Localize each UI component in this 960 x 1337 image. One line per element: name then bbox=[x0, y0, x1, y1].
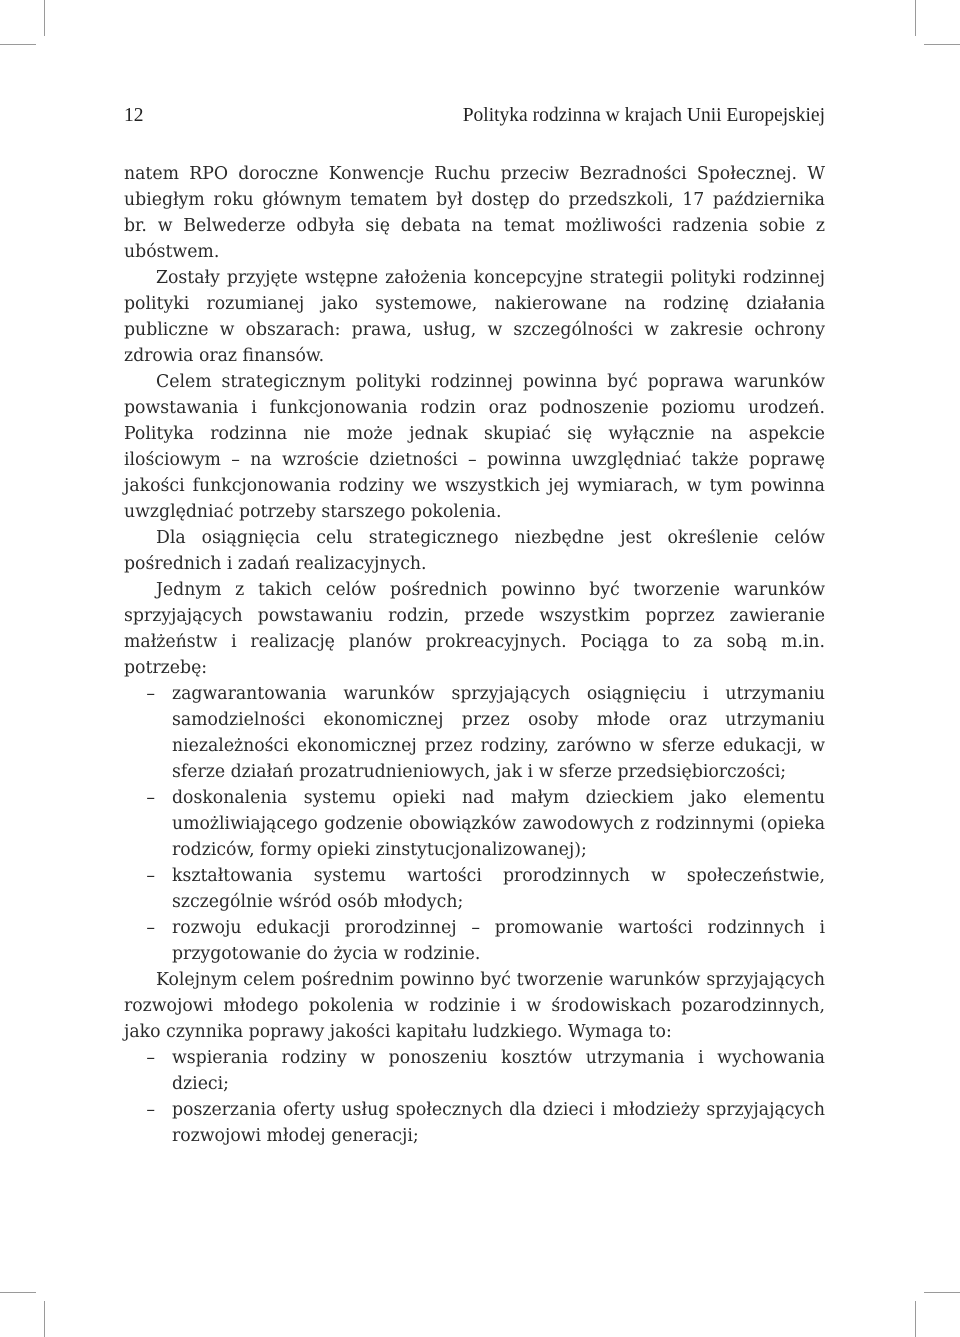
crop-mark-top-right-vertical bbox=[915, 0, 916, 36]
list-item: – rozwoju edukacji prorodzinnej – promowanie wartości rodzinnych i przygotowanie do życia w rodzinie. bbox=[172, 915, 825, 967]
page-header bbox=[124, 103, 825, 129]
list-item: – zagwarantowania warunków sprzyjających osiągnięciu i utrzymaniu samodzielności ekonomicznej przez osoby młode oraz utrzymaniu niezależności ekonomicznej przez rodziny, zarówno w sferze edukacji, w sferze działań prozatrudnieniowych, jak i w sferze przedsiębiorczości; bbox=[172, 681, 825, 785]
list-item: – kształtowania systemu wartości prorodzinnych w społeczeństwie, szczególnie wśród osób młodych; bbox=[172, 863, 825, 915]
crop-mark-top-left-horizontal bbox=[0, 44, 36, 45]
paragraph: Celem strategicznym polityki rodzinnej powinna być poprawa warunków powstawania i funkcjonowania rodzin oraz podnoszenie poziomu urodzeń. Polityka rodzinna nie może jednak skupiać się wyłącznie na aspekcie ilościowym – na wzroście dzietności – powinna uwzględniać także poprawę jakości funkcjonowania rodziny we wszystkich jej wymiarach, w tym powinna uwzględniać potrzeby starszego pokolenia. bbox=[124, 372, 825, 522]
paragraph: natem RPO doroczne Konwencje Ruchu przeciw Bezradności Społecznej. W ubiegłym roku głównym tematem był dostęp do przedszkoli, 17 października br. w Belwederze odbyła się debata na temat możliwości radzenia sobie z ubóstwem. bbox=[124, 164, 825, 262]
list-item: – doskonalenia systemu opieki nad małym dzieckiem jako elementu umożliwiającego godzenie obowiązków zawodowych z rodzinnymi (opieka rodziców, formy opieki zinstytucjonalizowanej); bbox=[172, 785, 825, 863]
paragraph: Kolejnym celem pośrednim powinno być tworzenie warunków sprzyjających rozwojowi młodego pokolenia w rodzinie i w środowiskach pozarodzinnych, jako czynnika poprawy jakości kapitału ludzkiego. Wymaga to: bbox=[124, 970, 825, 1042]
crop-mark-bottom-right-horizontal bbox=[924, 1292, 960, 1293]
paragraph: Zostały przyjęte wstępne założenia koncepcyjne strategii polityki rodzinnej polityki rozumianej jako systemowe, nakierowane na rodzinę działania publiczne w obszarach: prawa, usług, w szczególności w zakresie ochrony zdrowia oraz finansów. bbox=[124, 268, 825, 366]
list-item: – wspierania rodziny w ponoszeniu kosztów utrzymania i wychowania dzieci; bbox=[172, 1045, 825, 1097]
crop-mark-bottom-left-vertical bbox=[44, 1301, 45, 1337]
running-title: Polityka rodzinna w krajach Unii Europejskiej bbox=[462, 105, 825, 126]
crop-mark-bottom-right-vertical bbox=[915, 1301, 916, 1337]
paragraph: Jednym z takich celów pośrednich powinno być tworzenie warunków sprzyjających powstawaniu rodzin, przede wszystkim poprzez zawieranie małżeństw i realizację planów prokreacyjnych. Pociąga to za sobą m.in. potrzebę: bbox=[124, 580, 825, 678]
list-item: – poszerzania oferty usług społecznych dla dzieci i młodzieży sprzyjających rozwojowi młodej generacji; bbox=[172, 1097, 825, 1149]
paragraph: Dla osiągnięcia celu strategicznego niezbędne jest określenie celów pośrednich i zadań realizacyjnych. bbox=[124, 528, 825, 574]
page-number: 12 bbox=[124, 105, 144, 126]
crop-mark-top-right-horizontal bbox=[924, 44, 960, 45]
crop-mark-top-left-vertical bbox=[44, 0, 45, 36]
needs-list bbox=[124, 681, 825, 967]
requirements-list bbox=[124, 1045, 825, 1149]
page-body bbox=[124, 161, 825, 1149]
crop-mark-bottom-left-horizontal bbox=[0, 1292, 36, 1293]
